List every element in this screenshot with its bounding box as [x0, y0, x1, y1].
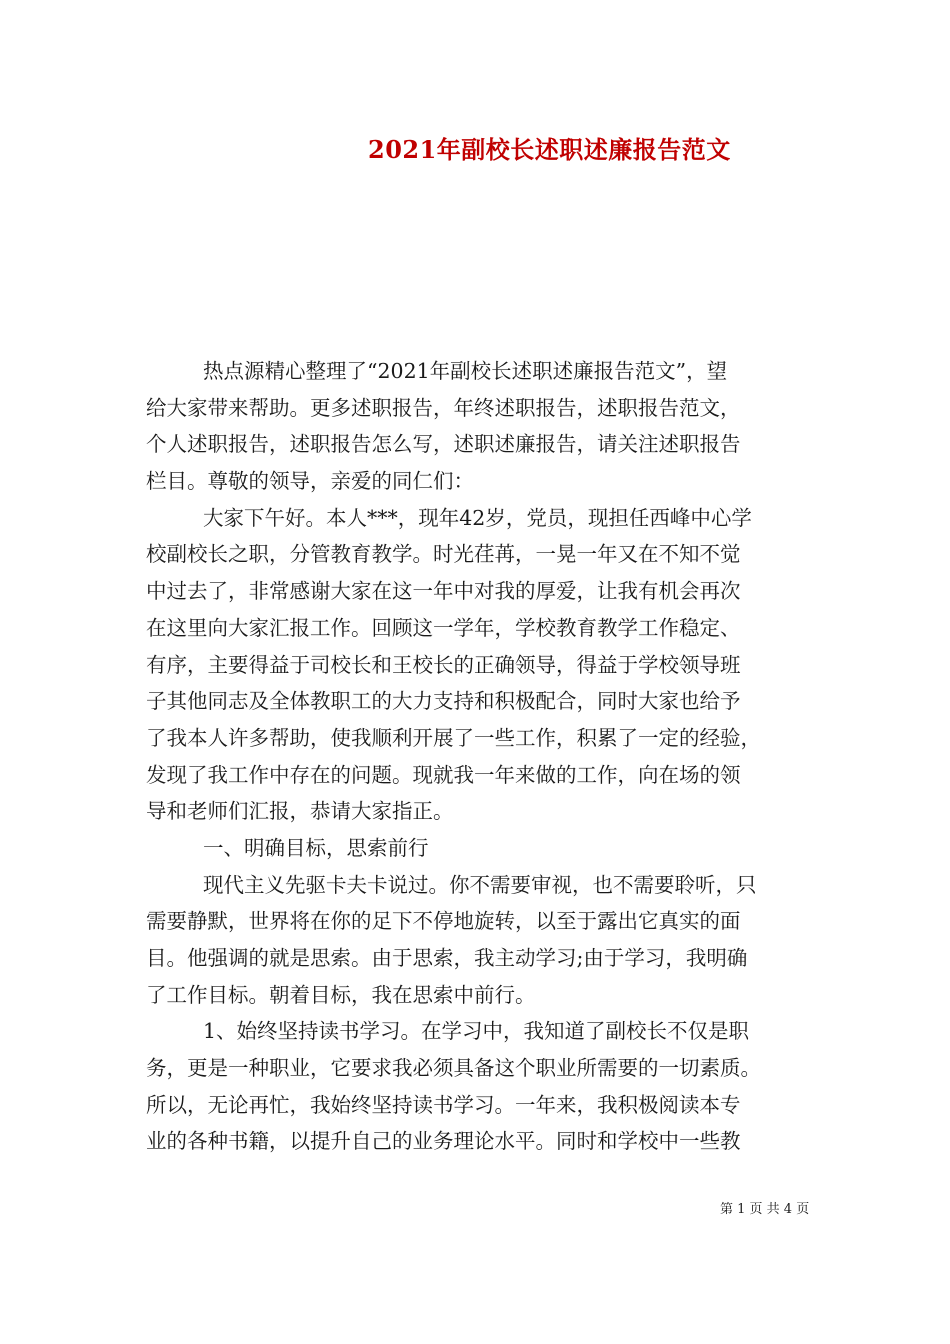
text-line: 个人述职报告，述职报告怎么写，述职述廉报告，请关注述职报告 [146, 432, 741, 457]
text-line: 目。他强调的就是思索。由于思索，我主动学习;由于学习，我明确 [146, 946, 748, 970]
text-line: 了工作目标。朝着目标，我在思索中前行。 [146, 982, 536, 1007]
text-line: 给大家带来帮助。更多述职报告，年终述职报告，述职报告范文， [146, 395, 741, 420]
text-line: 热点源精心整理了“2021年副校长述职述廉报告范文”，望 [203, 359, 728, 383]
text-line: 校副校长之职，分管教育教学。时光荏苒，一晃一年又在不知不觉 [146, 542, 741, 567]
text-line: 在这里向大家汇报工作。回顾这一学年，学校教育教学工作稳定、 [146, 615, 741, 640]
page-footer: 第 1 页 共 4 页 [720, 1202, 810, 1217]
text-line: 大家下午好。本人***，现年42岁，党员，现担任西峰中心学 [203, 505, 752, 530]
text-line: 栏目。尊敬的领导，亲爱的同仁们： [146, 469, 474, 494]
text-line: 发现了我工作中存在的问题。现就我一年来做的工作，向在场的领 [146, 762, 741, 787]
text-line: 了我本人许多帮助，使我顺利开展了一些工作，积累了一定的经验， [146, 725, 761, 750]
section-heading: 一、明确目标，思索前行 [203, 835, 429, 860]
document-title: 2021年副校长述职述廉报告范文 [368, 135, 731, 164]
text-line: 所以，无论再忙，我始终坚持读书学习。一年来，我积极阅读本专 [146, 1092, 741, 1117]
text-line: 业的各种书籍，以提升自己的业务理论水平。同时和学校中一些教 [146, 1129, 741, 1154]
text-line: 务，更是一种职业，它要求我必须具备这个职业所需要的一切素质。 [146, 1056, 761, 1081]
text-line: 1、始终坚持读书学习。在学习中，我知道了副校长不仅是职 [203, 1019, 750, 1044]
text-line: 有序，主要得益于司校长和王校长的正确领导，得益于学校领导班 [146, 652, 741, 677]
text-line: 中过去了，非常感谢大家在这一年中对我的厚爱，让我有机会再次 [146, 579, 741, 604]
text-line: 子其他同志及全体教职工的大力支持和积极配合，同时大家也给予 [146, 689, 741, 714]
text-line: 导和老师们汇报，恭请大家指正。 [146, 799, 454, 824]
text-line: 需要静默，世界将在你的足下不停地旋转，以至于露出它真实的面 [146, 909, 741, 934]
document-body [146, 353, 806, 1160]
text-line: 现代主义先驱卡夫卡说过。你不需要审视，也不需要聆听，只 [203, 872, 757, 897]
